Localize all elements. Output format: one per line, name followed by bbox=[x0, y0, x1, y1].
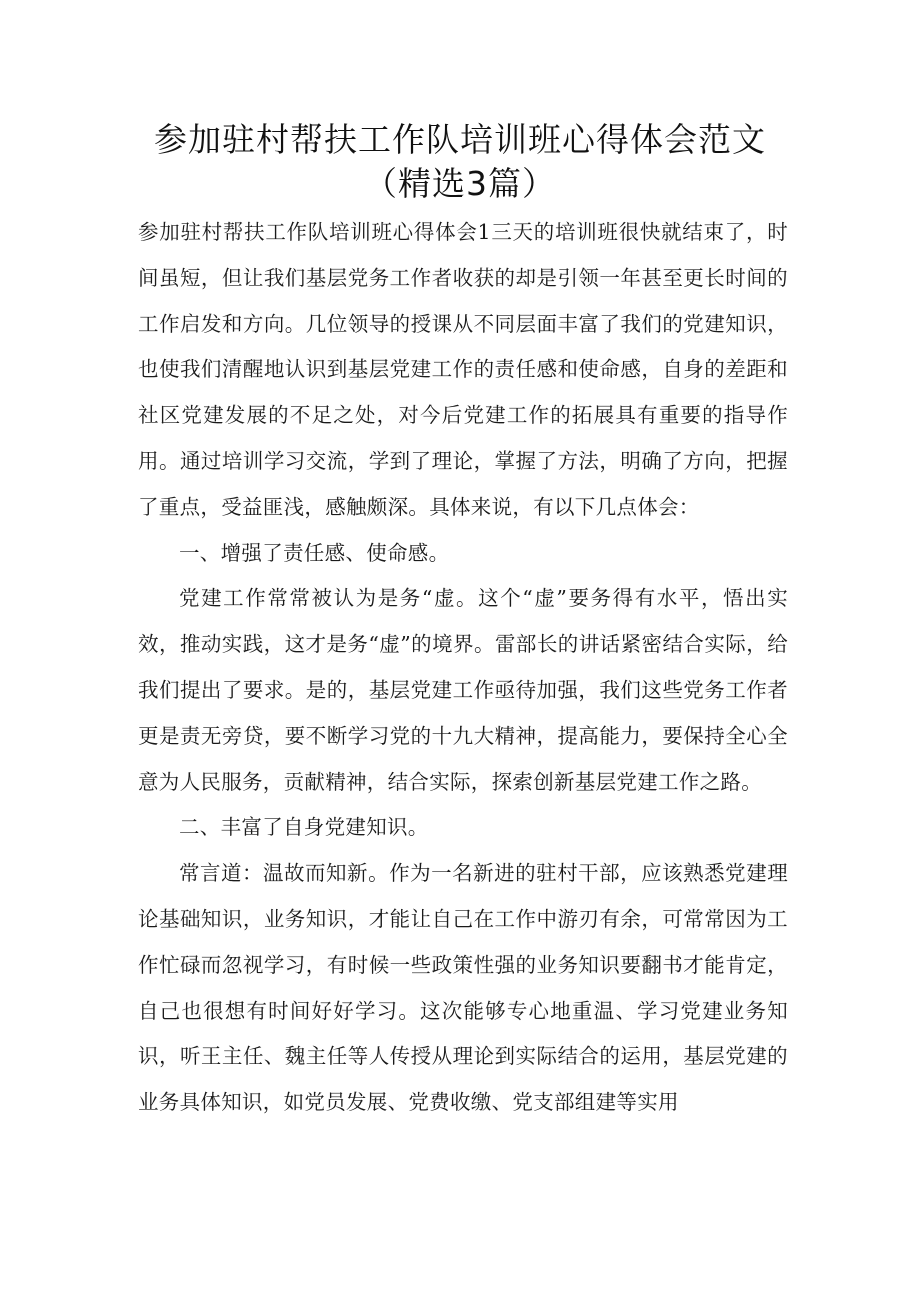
section-heading-2: 二、丰富了自身党建知识。 bbox=[179, 815, 429, 840]
paragraph-section-1: 党建工作常常被认为是务“虚。这个“虚”要务得有水平，悟出实效，推动实践，这才是务“虚”的境界。雷部长的讲话紧密结合实际，给我们提出了要求。是的，基层党建工作亟待加强，我们这些党务工作者更是责无旁贷，要不断学习党的十九大精神，提高能力，要保持全心全意为人民服务，贡献精神，结合实际，探索创新基层党建工作之路。 bbox=[138, 586, 788, 794]
document-subtitle: （精选3篇） bbox=[364, 164, 556, 203]
paragraph-section-2: 常言道：温故而知新。作为一名新进的驻村干部，应该熟悉党建理论基础知识，业务知识，才能让自己在工作中游刃有余，可常常因为工作忙碌而忽视学习，有时候一些政策性强的业务知识要翻书才能肯定，自己也很想有时间好好学习。这次能够专心地重温、学习党建业务知识，听王主任、魏主任等人传授从理论到实际结合的运用，基层党建的业务具体知识，如党员发展、党费收缴、党支部组建等实用 bbox=[138, 861, 788, 1115]
paragraph-intro: 参加驻村帮扶工作队培训班心得体会1三天的培训班很快就结束了，时间虽短，但让我们基层党务工作者收获的却是引领一年甚至更长时间的工作启发和方向。几位领导的授课从不同层面丰富了我们的党建知识，也使我们清醒地认识到基层党建工作的责任感和使命感，自身的差距和社区党建发展的不足之处，对今后党建工作的拓展具有重要的指导作用。通过培训学习交流，学到了理论，掌握了方法，明确了方向，把握了重点，受益匪浅，感触颇深。具体来说，有以下几点体会： bbox=[138, 220, 788, 519]
document-title: 参加驻村帮扶工作队培训班心得体会范文 bbox=[154, 120, 766, 159]
section-heading-1: 一、增强了责任感、使命感。 bbox=[179, 540, 450, 565]
document-body bbox=[138, 210, 788, 1126]
